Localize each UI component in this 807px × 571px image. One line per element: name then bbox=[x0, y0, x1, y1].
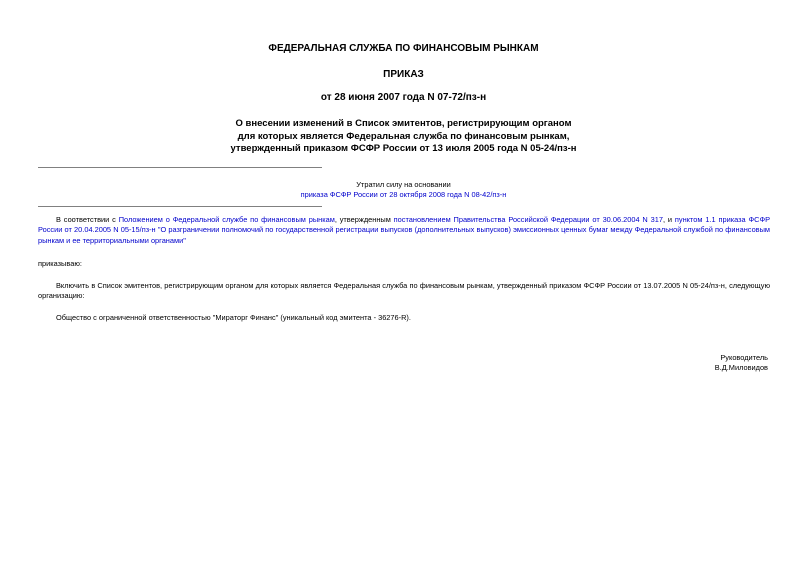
divider-bottom bbox=[38, 206, 322, 207]
government-decree-link[interactable]: постановлением Правительства Российской Федерации от 30.06.2004 N 317 bbox=[393, 215, 663, 224]
title-line-1: О внесении изменений в Список эмитентов, регистрирующим органом bbox=[235, 118, 572, 129]
agency-name: ФЕДЕРАЛЬНАЯ СЛУЖБА ПО ФИНАНСОВЫМ РЫНКАМ bbox=[268, 43, 539, 54]
title-line-3: утвержденный приказом ФСФР России от 13 июля 2005 года N 05-24/пз-н bbox=[230, 143, 577, 154]
order-clause-link[interactable]: пунктом 1.1 приказа ФСФР России от 20.04.2005 N 05-15/пз-н "О разграничении полномочий по государственной регистрации выпусков (дополнительных выпусков) эмиссионных ценных бумаг между Федеральной службой по финансовым рынкам и ее территориальными органами" bbox=[38, 215, 771, 245]
signature-name: В.Д.Миловидов bbox=[714, 363, 768, 373]
preamble-text-2: , утвержденным bbox=[334, 215, 394, 224]
signature-title: Руководитель bbox=[720, 353, 768, 362]
divider-top bbox=[38, 167, 322, 168]
order-word: приказываю: bbox=[38, 259, 82, 268]
status-note-text: Утратил силу на основании bbox=[356, 180, 451, 189]
preamble-paragraph bbox=[38, 215, 770, 246]
title-line-2: для которых является Федеральная служба по финансовым рынкам, bbox=[237, 130, 570, 142]
body-paragraph-1: Включить в Список эмитентов, регистрирующим органом для которых является Федеральная служба по финансовым рынкам, утвержденный приказом ФСФР России от 13.07.2005 N 05-24/пз-н, следующую организацию: bbox=[38, 281, 770, 301]
body-paragraph-2: Общество с ограниченной ответственностью "Мираторг Финанс" (уникальный код эмитента - 36276-R). bbox=[56, 313, 411, 322]
document-type: ПРИКАЗ bbox=[383, 69, 424, 80]
regulation-link[interactable]: Положением о Федеральной службе по финансовым рынкам bbox=[118, 215, 335, 224]
document-date-number: от 28 июня 2007 года N 07-72/пз-н bbox=[320, 92, 487, 103]
document-title bbox=[0, 118, 807, 156]
status-note bbox=[0, 180, 807, 200]
status-note-link[interactable]: приказа ФСФР России от 28 октября 2008 года N 08-42/пз-н bbox=[300, 190, 507, 199]
preamble-text-3: , и bbox=[662, 215, 675, 224]
preamble-text-1: В соответствии с bbox=[56, 215, 119, 224]
signature-block bbox=[715, 353, 768, 374]
